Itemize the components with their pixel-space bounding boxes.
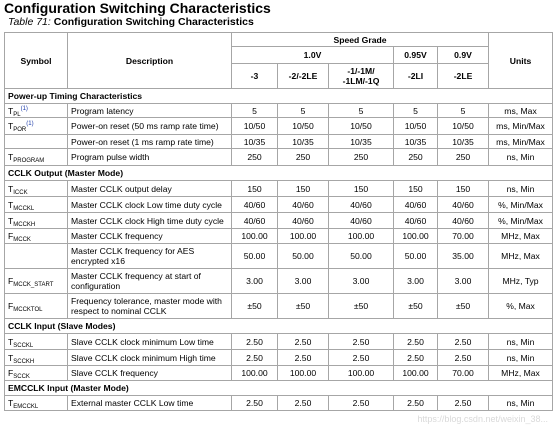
- description-cell: Program latency: [68, 104, 232, 118]
- symbol-main: T: [8, 215, 14, 226]
- symbol-subscript: MCCK_START: [13, 282, 54, 288]
- value-cell: 2.50: [232, 396, 278, 411]
- voltage-header: 1.0V: [232, 47, 394, 64]
- table-row: [5, 269, 553, 294]
- symbol-main: F: [8, 276, 14, 286]
- value-cell: 2.50: [278, 396, 329, 411]
- symbol-subscript: MCCK: [13, 237, 31, 243]
- symbol-cell: [5, 294, 68, 319]
- value-cell: ±50: [394, 294, 438, 319]
- symbol-main: T: [8, 398, 14, 408]
- table-row: [5, 149, 553, 166]
- watermark: https://blog.csdn.net/weixin_38...: [417, 414, 548, 424]
- table-number: Table 71:: [8, 16, 51, 28]
- symbol-main: T: [8, 336, 14, 347]
- symbol-subscript: MCCKTOL: [13, 307, 43, 313]
- description-cell: Program pulse width: [68, 149, 232, 166]
- value-cell: 2.50: [438, 350, 489, 366]
- value-cell: 2.50: [278, 350, 329, 366]
- units-cell: ns, Min: [489, 149, 553, 166]
- value-cell: 50.00: [232, 244, 278, 269]
- symbol-subscript: MCCKL: [13, 205, 35, 212]
- value-cell: 40/60: [394, 197, 438, 213]
- value-cell: 10/50: [329, 118, 394, 135]
- value-cell: 10/50: [232, 118, 278, 135]
- value-cell: 150: [394, 181, 438, 197]
- value-cell: 40/60: [329, 197, 394, 213]
- symbol-subscript: PROGRAM: [13, 158, 45, 164]
- value-cell: 2.50: [329, 334, 394, 350]
- value-cell: 100.00: [278, 229, 329, 244]
- table-row: [5, 135, 553, 149]
- symbol-subscript: EMCCKL: [13, 404, 39, 410]
- section-row: [5, 166, 553, 181]
- table-row: [5, 294, 553, 319]
- value-cell: 50.00: [278, 244, 329, 269]
- symbol-cell: [5, 269, 68, 294]
- table-row: [5, 244, 553, 269]
- symbol-subscript: MCCKH: [13, 221, 36, 228]
- symbol-main: F: [8, 368, 14, 378]
- value-cell: 100.00: [394, 366, 438, 381]
- description-cell: Slave CCLK clock minimum Low time: [68, 334, 232, 350]
- page-heading: Configuration Switching Characteristics: [4, 0, 271, 16]
- table-row: [5, 213, 553, 229]
- value-cell: 5: [232, 104, 278, 118]
- symbol-cell: [5, 229, 68, 244]
- value-cell: 40/60: [232, 197, 278, 213]
- symbol-main: T: [8, 183, 14, 194]
- value-cell: 10/35: [438, 135, 489, 149]
- value-cell: 100.00: [394, 229, 438, 244]
- value-cell: 250: [394, 149, 438, 166]
- value-cell: 2.50: [438, 396, 489, 411]
- table-row: [5, 197, 553, 213]
- symbol-subscript: SCCK: [13, 374, 30, 380]
- description-cell: Power-on reset (1 ms ramp rate time): [68, 135, 232, 149]
- symbol-cell: [5, 366, 68, 381]
- units-cell: %, Max: [489, 294, 553, 319]
- units-cell: ns, Min: [489, 181, 553, 197]
- value-cell: 250: [232, 149, 278, 166]
- units-cell: MHz, Max: [489, 366, 553, 381]
- value-cell: 5: [438, 104, 489, 118]
- table-row: [5, 104, 553, 118]
- value-cell: 100.00: [232, 366, 278, 381]
- symbol-cell: [5, 118, 68, 135]
- symbol-cell: [5, 135, 68, 149]
- units-cell: ms, Min/Max: [489, 135, 553, 149]
- value-cell: 3.00: [394, 269, 438, 294]
- description-cell: Master CCLK frequency: [68, 229, 232, 244]
- grade-header: -1/-1M/ -1LM/-1Q: [329, 64, 394, 89]
- symbol-cell: [5, 181, 68, 197]
- value-cell: 3.00: [278, 269, 329, 294]
- value-cell: 3.00: [232, 269, 278, 294]
- table-row: [5, 118, 553, 135]
- section-row: [5, 89, 553, 104]
- value-cell: 10/35: [278, 135, 329, 149]
- symbol-cell: [5, 213, 68, 229]
- voltage-header: 0.9V: [438, 47, 489, 64]
- table-row: [5, 229, 553, 244]
- units-cell: %, Min/Max: [489, 197, 553, 213]
- grade-header: -2LI: [394, 64, 438, 89]
- symbol-subscript: PL: [13, 111, 21, 118]
- value-cell: 10/50: [438, 118, 489, 135]
- value-cell: 50.00: [329, 244, 394, 269]
- section-row: [5, 319, 553, 334]
- value-cell: ±50: [278, 294, 329, 319]
- symbol-cell: [5, 350, 68, 366]
- table-row: [5, 181, 553, 197]
- value-cell: 100.00: [329, 229, 394, 244]
- description-cell: Slave CCLK clock minimum High time: [68, 350, 232, 366]
- units-header: Units: [489, 33, 553, 89]
- voltage-header: 0.95V: [394, 47, 438, 64]
- symbol-subscript: POR: [13, 127, 27, 133]
- value-cell: 70.00: [438, 366, 489, 381]
- value-cell: 2.50: [394, 334, 438, 350]
- value-cell: 40/60: [232, 213, 278, 229]
- symbol-main: F: [8, 231, 14, 241]
- symbol-cell: [5, 104, 68, 118]
- symbol-main: F: [8, 301, 14, 311]
- symbol-main: T: [8, 199, 14, 210]
- table-title: Configuration Switching Characteristics: [53, 16, 254, 28]
- symbol-main: T: [8, 121, 14, 131]
- table-header: [5, 33, 553, 89]
- symbol-main: T: [8, 152, 14, 162]
- table-body: [5, 89, 553, 411]
- description-cell: Slave CCLK frequency: [68, 366, 232, 381]
- value-cell: 150: [232, 181, 278, 197]
- units-cell: MHz, Max: [489, 244, 553, 269]
- table-row: [5, 396, 553, 411]
- table-caption: [8, 16, 254, 28]
- section-title: EMCCLK Input (Master Mode): [5, 381, 553, 396]
- symbol-cell: [5, 396, 68, 411]
- symbol-main: T: [8, 105, 14, 116]
- grade-header: -2LE: [438, 64, 489, 89]
- section-row: [5, 381, 553, 396]
- value-cell: 40/60: [394, 213, 438, 229]
- footnote-link[interactable]: (1): [20, 105, 28, 112]
- value-cell: 5: [278, 104, 329, 118]
- value-cell: ±50: [438, 294, 489, 319]
- value-cell: 150: [438, 181, 489, 197]
- units-cell: MHz, Typ: [489, 269, 553, 294]
- value-cell: 40/60: [278, 197, 329, 213]
- value-cell: 100.00: [278, 366, 329, 381]
- value-cell: 2.50: [329, 396, 394, 411]
- symbol-subscript: ICCK: [13, 189, 28, 196]
- value-cell: 40/60: [329, 213, 394, 229]
- value-cell: 5: [394, 104, 438, 118]
- value-cell: 100.00: [329, 366, 394, 381]
- value-cell: ±50: [232, 294, 278, 319]
- value-cell: 250: [438, 149, 489, 166]
- description-cell: Master CCLK frequency at start of configuration: [68, 269, 232, 294]
- symbol-subscript: SCCKL: [13, 342, 34, 349]
- value-cell: 2.50: [394, 350, 438, 366]
- value-cell: 3.00: [329, 269, 394, 294]
- table-row: [5, 334, 553, 350]
- value-cell: 50.00: [394, 244, 438, 269]
- units-cell: MHz, Max: [489, 229, 553, 244]
- description-cell: Power-on reset (50 ms ramp rate time): [68, 118, 232, 135]
- symbol-main: T: [8, 352, 14, 363]
- section-title: CCLK Input (Slave Modes): [5, 319, 553, 334]
- description-header: Description: [68, 33, 232, 89]
- value-cell: 10/50: [394, 118, 438, 135]
- value-cell: 2.50: [232, 350, 278, 366]
- description-cell: Master CCLK output delay: [68, 181, 232, 197]
- value-cell: 250: [278, 149, 329, 166]
- table-row: [5, 366, 553, 381]
- value-cell: 10/35: [232, 135, 278, 149]
- value-cell: 10/35: [329, 135, 394, 149]
- value-cell: 2.50: [438, 334, 489, 350]
- section-title: CCLK Output (Master Mode): [5, 166, 553, 181]
- value-cell: 3.00: [438, 269, 489, 294]
- description-cell: Frequency tolerance, master mode with respect to nominal CCLK: [68, 294, 232, 319]
- symbol-subscript: SCCKH: [13, 358, 35, 365]
- grade-header: -3: [232, 64, 278, 89]
- value-cell: 250: [329, 149, 394, 166]
- footnote-link[interactable]: (1): [26, 121, 34, 127]
- description-cell: Master CCLK clock Low time duty cycle: [68, 197, 232, 213]
- value-cell: 2.50: [394, 396, 438, 411]
- value-cell: 2.50: [278, 334, 329, 350]
- symbol-cell: [5, 334, 68, 350]
- symbol-cell: [5, 149, 68, 166]
- units-cell: ms, Min/Max: [489, 118, 553, 135]
- grade-header: -2/-2LE: [278, 64, 329, 89]
- value-cell: 2.50: [232, 334, 278, 350]
- value-cell: 70.00: [438, 229, 489, 244]
- units-cell: %, Min/Max: [489, 213, 553, 229]
- value-cell: 150: [278, 181, 329, 197]
- value-cell: 2.50: [329, 350, 394, 366]
- units-cell: ms, Max: [489, 104, 553, 118]
- section-title: Power-up Timing Characteristics: [5, 89, 553, 104]
- description-cell: Master CCLK clock High time duty cycle: [68, 213, 232, 229]
- description-cell: Master CCLK frequency for AES encrypted x16: [68, 244, 232, 269]
- value-cell: 40/60: [278, 213, 329, 229]
- value-cell: 5: [329, 104, 394, 118]
- units-cell: ns, Min: [489, 396, 553, 411]
- value-cell: 100.00: [232, 229, 278, 244]
- value-cell: 150: [329, 181, 394, 197]
- symbol-header: Symbol: [5, 33, 68, 89]
- value-cell: 40/60: [438, 213, 489, 229]
- value-cell: 40/60: [438, 197, 489, 213]
- value-cell: 35.00: [438, 244, 489, 269]
- value-cell: 10/35: [394, 135, 438, 149]
- description-cell: External master CCLK Low time: [68, 396, 232, 411]
- value-cell: 10/50: [278, 118, 329, 135]
- symbol-cell: [5, 244, 68, 269]
- value-cell: ±50: [329, 294, 394, 319]
- symbol-cell: [5, 197, 68, 213]
- speed-grade-header: Speed Grade: [232, 33, 489, 47]
- switching-characteristics-table: [4, 32, 553, 411]
- table-row: [5, 350, 553, 366]
- units-cell: ns, Min: [489, 334, 553, 350]
- units-cell: ns, Min: [489, 350, 553, 366]
